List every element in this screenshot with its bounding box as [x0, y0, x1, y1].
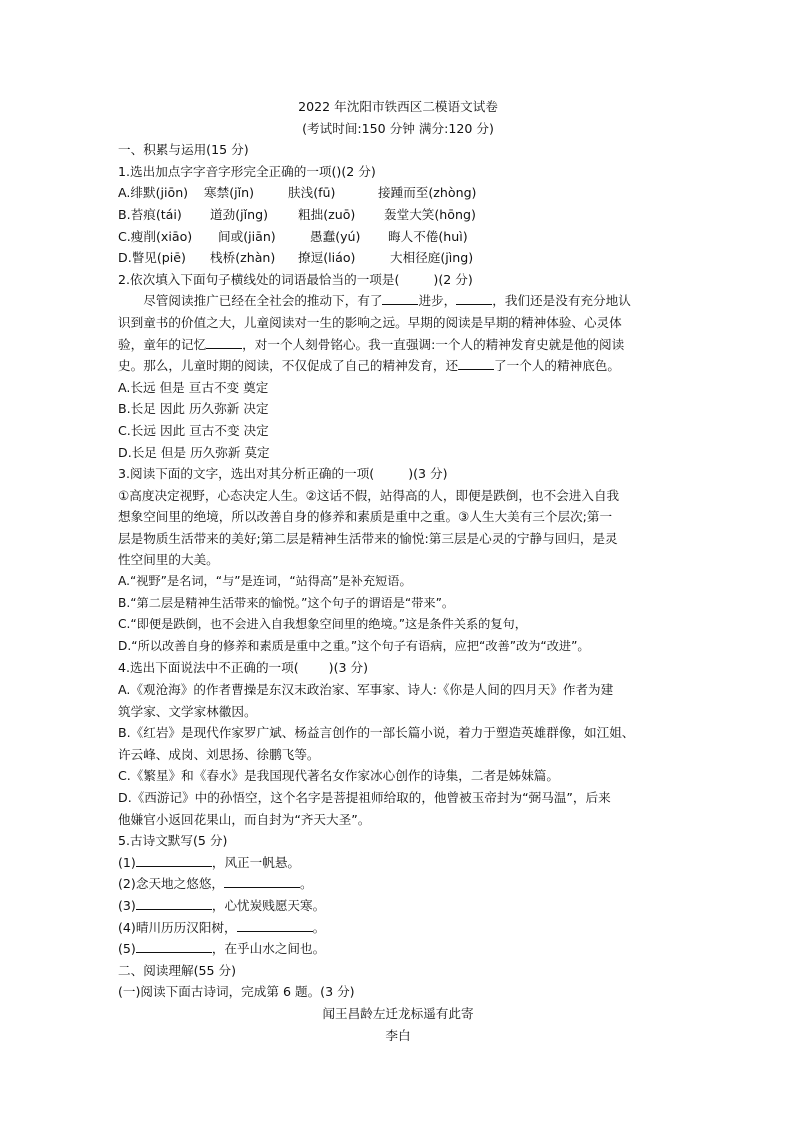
fill-blank-3[interactable]: [206, 335, 242, 349]
q2-stem: 2.依次填入下面句子横线处的词语最恰当的一项是( )(2 分): [118, 271, 473, 287]
exam-title: 2022 年沈阳市铁西区二模语文试卷: [298, 99, 498, 114]
q3-stem: 3.阅读下面的文字，选出对其分析正确的一项( )(3 分): [118, 466, 448, 482]
dictation-blank[interactable]: [136, 853, 212, 867]
q2-options: [118, 377, 678, 463]
dictation-blank[interactable]: [136, 896, 212, 910]
section1-title: 一、积累与运用(15 分): [118, 142, 249, 158]
q1-stem: 1.选出加点字字音字形完全正确的一项()(2 分): [118, 163, 376, 179]
q4-options: [118, 679, 678, 830]
q1-option-d: D.瞥见(piē) 栈桥(zhàn) 撩逗(liáo) 大相径庭(jìng): [118, 250, 474, 266]
exam-subtitle: (考试时间:150 分钟 满分:120 分): [302, 120, 494, 136]
answer-blank[interactable]: [399, 271, 433, 284]
q4-option-b: B.《红岩》是现代作家罗广斌、杨益言创作的一部长篇小说，着力于塑造英雄群像，如江姐、: [118, 725, 635, 741]
q1-options: [118, 182, 678, 268]
fill-blank-2[interactable]: [456, 291, 492, 305]
q2-option-a: A.长远 但是 亘古不变 奠定: [118, 379, 269, 395]
q5-item-3: (3) ，心忧炭贱愿天寒。: [118, 897, 326, 913]
fill-blank-1[interactable]: [382, 291, 418, 305]
q3-passage: ①高度决定视野，心态决定人生。②这话不假，站得高的人，即便是跌倒，也不会进入自我 想象空间里的绝境，所以改善自身的修养和素质是重中之重。③人生大美有三个层次;第一 层是物质生活带来的美好;第二层是精神生活带来的愉悦:第三层是心灵的宁静与回归，是灵 性空间里的大美。: [118, 487, 620, 568]
q5-item-2: (2)念天地之悠悠， 。: [118, 876, 313, 892]
q1-option-a: A.绯默(jiōn) 寒禁(jǐn) 肤浅(fū) 接踵而至(zhòng): [118, 185, 477, 201]
section2-title: 二、阅读理解(55 分): [118, 962, 237, 978]
q2-option-b: B.长足 因此 历久弥新 决定: [118, 401, 269, 417]
q5-item-4: (4)晴川历历汉阳树， 。: [118, 919, 326, 935]
q4-option-d-cont: 他嫌官小返回花果山，而自封为“齐天大圣”。: [118, 811, 371, 827]
q4-option-b-cont: 许云峰、成岗、刘思扬、徐鹏飞等。: [118, 746, 320, 762]
dictation-blank[interactable]: [136, 939, 212, 953]
dictation-blank[interactable]: [224, 874, 300, 888]
q2-passage: 尽管阅读推广已经在全社会的推动下，有了 进步， ，我们还是没有充分地认 识到童书的价值之大，儿童阅读对一生的影响之远。早期的阅读是早期的精神体验、心灵体 验，童年的记忆 ，对一个人刻骨铭心。我一直强调:一个人的精神发育史就是他的阅读 史。那么，儿童时期的阅读，不仅促成了自己的精神发育，还 了一个人的精神底色。: [118, 293, 631, 374]
q5-items: [118, 852, 678, 960]
q3-option-a: A.“视野”是名词，“与”是连词，“站得高”是补充短语。: [118, 574, 412, 589]
q4-stem: 4.选出下面说法中不正确的一项( )(3 分): [118, 660, 369, 676]
q5-stem: 5.古诗文默写(5 分): [118, 833, 228, 849]
q5-item-1: (1) ，风正一帆悬。: [118, 854, 300, 870]
q5-item-5: (5) ，在乎山水之间也。: [118, 941, 326, 957]
q3-option-d: D.“所以改善自身的修养和素质是重中之重。”这个句子有语病，应把“改善”改为“改进”。: [118, 638, 590, 653]
q3-option-c: C.“即便是跌倒，也不会进入自我想象空间里的绝境。”这是条件关系的复句，: [118, 617, 527, 632]
q1-option-b: B.苔痕(tái) 道劲(jǐng) 粗拙(zuō) 轰堂大笑(hōng): [118, 206, 476, 222]
q3-option-b: B.“第二层是精神生活带来的愉悦。”这个句子的谓语是“带来”。: [118, 595, 455, 610]
q2-option-d: D.长足 但是 历久弥新 莫定: [118, 444, 270, 460]
q4-option-d: D.《西游记》中的孙悟空，这个名字是菩提祖师给取的，他曾被玉帝封为“弼马温”，后来: [118, 790, 611, 805]
section2-sub: (一)阅读下面古诗词，完成第 6 题。(3 分): [118, 984, 355, 1000]
q4-option-a: A.《观沧海》的作者曹操是东汉末政治家、军事家、诗人:《你是人间的四月天》作者为建: [118, 682, 614, 698]
poem-author: 李白: [385, 1027, 411, 1043]
dictation-blank[interactable]: [237, 918, 313, 932]
poem-title: 闻王昌龄左迁龙标遥有此寄: [322, 1005, 474, 1021]
q1-option-c: C.瘦削(xiāo) 间或(jiān) 愚蠢(yú) 晦人不倦(huì): [118, 228, 468, 244]
q4-option-a-cont: 筑学家、文学家林徽因。: [118, 703, 257, 719]
exam-page: [118, 96, 678, 1046]
q3-options: [118, 571, 678, 657]
q4-option-c: C.《繁星》和《春水》是我国现代著名女作家冰心创作的诗集，二者是姊妹篇。: [118, 768, 559, 784]
q2-option-c: C.长远 因此 亘古不变 决定: [118, 422, 269, 438]
fill-blank-4[interactable]: [458, 356, 494, 370]
